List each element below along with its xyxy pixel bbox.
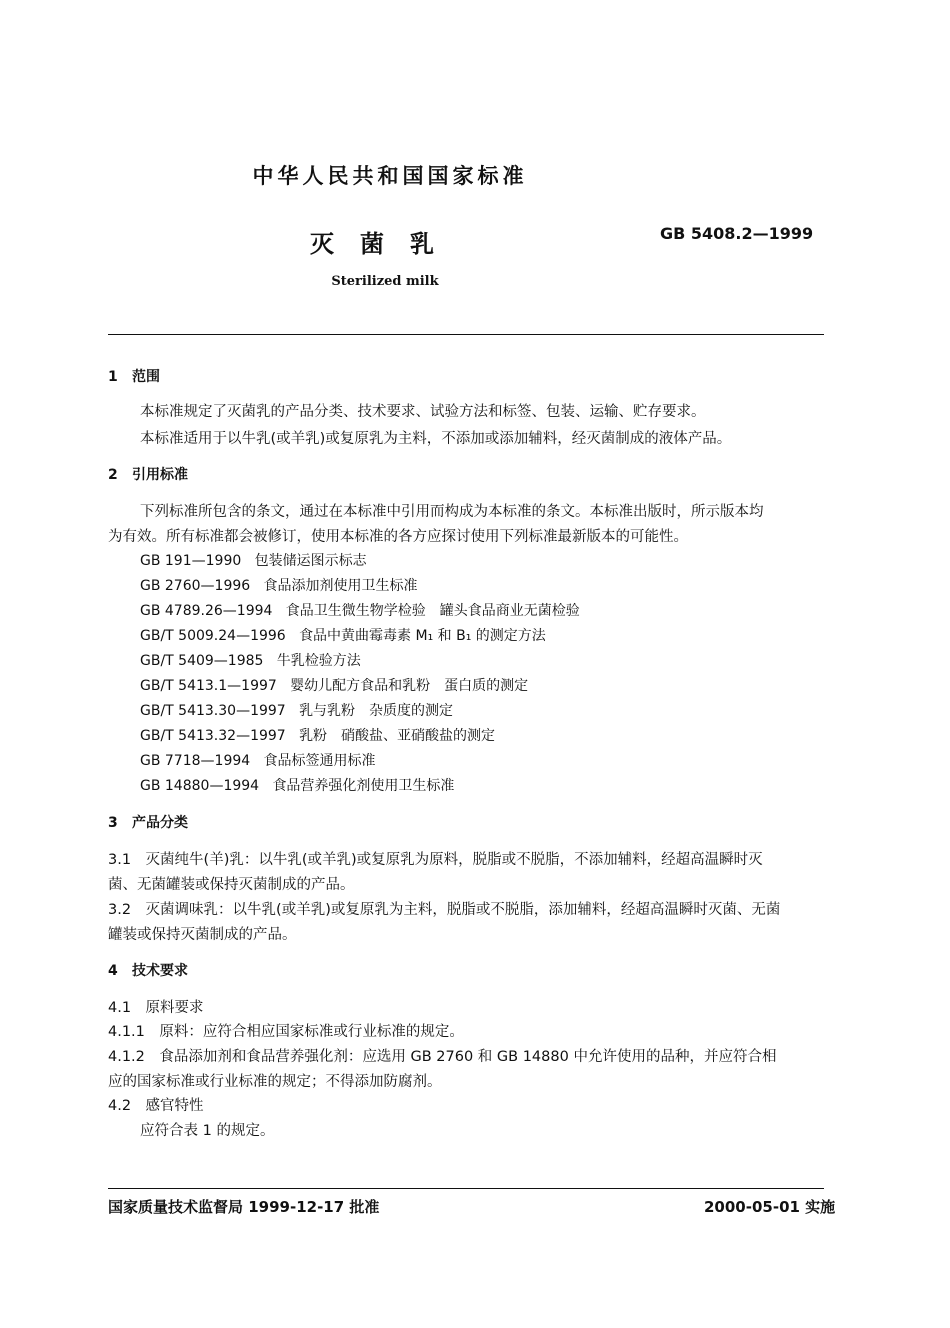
implementation-date: 2000-05-01 实施 bbox=[704, 1198, 836, 1216]
ref-name: 牛乳检验方法 bbox=[276, 653, 361, 669]
ref-code: GB/T 5413.30—1997 bbox=[140, 703, 286, 719]
ref-code: GB 14880—1994 bbox=[140, 778, 260, 794]
ref-name: 食品标签通用标准 bbox=[263, 753, 376, 769]
ref-name: 食品营养强化剂使用卫生标准 bbox=[272, 778, 455, 794]
paragraph: 3.2 灭菌调味乳：以牛乳(或羊乳)或复原乳为主料，脱脂或不脱脂，添加辅料，经超高温瞬时灭菌、无菌 bbox=[108, 902, 781, 918]
ref-code: GB 4789.26—1994 bbox=[140, 603, 273, 619]
ref-code: GB/T 5009.24—1996 bbox=[140, 628, 286, 644]
ref-name: 食品添加剂使用卫生标准 bbox=[263, 578, 418, 594]
paragraph: 4.1.2 食品添加剂和食品营养强化剂：应选用 GB 2760 和 GB 14880 中允许使用的品种，并应符合相 bbox=[108, 1049, 777, 1065]
paragraph: 应的国家标准或行业标准的规定；不得添加防腐剂。 bbox=[108, 1074, 442, 1090]
section-title: 技术要求 bbox=[132, 963, 188, 979]
reference-item bbox=[140, 700, 453, 720]
paragraph: 本标准适用于以牛乳(或羊乳)或复原乳为主料，不添加或添加辅料，经灭菌制成的液体产品。 bbox=[140, 431, 732, 447]
ref-name: 婴幼儿配方食品和乳粉 蛋白质的测定 bbox=[290, 678, 529, 694]
ref-code: GB 7718—1994 bbox=[140, 753, 251, 769]
ref-code: GB/T 5413.32—1997 bbox=[140, 728, 286, 744]
paragraph: 菌、无菌罐装或保持灭菌制成的产品。 bbox=[108, 877, 355, 893]
ref-code: GB/T 5413.1—1997 bbox=[140, 678, 277, 694]
ref-code: GB 2760—1996 bbox=[140, 578, 251, 594]
ref-name: 乳与乳粉 杂质度的测定 bbox=[299, 703, 454, 719]
country-standard-heading: 中华人民共和国国家标准 bbox=[252, 164, 528, 188]
section-1-heading bbox=[108, 366, 160, 386]
section-number: 2 bbox=[108, 467, 118, 483]
paragraph: 4.2 感官特性 bbox=[108, 1098, 204, 1114]
reference-item bbox=[140, 750, 376, 770]
paragraph: 罐装或保持灭菌制成的产品。 bbox=[108, 927, 297, 943]
section-number: 4 bbox=[108, 963, 118, 979]
reference-item bbox=[140, 600, 580, 620]
approval-note: 国家质量技术监督局 1999-12-17 批准 bbox=[108, 1198, 380, 1216]
header-divider bbox=[108, 334, 824, 335]
reference-item bbox=[140, 725, 495, 745]
paragraph: 4.1.1 原料：应符合相应国家标准或行业标准的规定。 bbox=[108, 1024, 464, 1040]
section-4-heading bbox=[108, 960, 188, 980]
paragraph: 3.1 灭菌纯牛(羊)乳：以牛乳(或羊乳)或复原乳为原料，脱脂或不脱脂，不添加辅料，经超高温瞬时灭 bbox=[108, 852, 763, 868]
paragraph: 本标准规定了灭菌乳的产品分类、技术要求、试验方法和标签、包装、运输、贮存要求。 bbox=[140, 404, 706, 420]
section-number: 3 bbox=[108, 815, 118, 831]
section-title: 引用标准 bbox=[132, 467, 188, 483]
ref-code: GB 191—1990 bbox=[140, 553, 242, 569]
section-3-heading bbox=[108, 812, 188, 832]
standard-code: GB 5408.2—1999 bbox=[660, 224, 814, 243]
document-title: 灭菌乳 bbox=[310, 230, 460, 258]
section-2-heading bbox=[108, 464, 188, 484]
section-title: 范围 bbox=[132, 369, 160, 385]
reference-item bbox=[140, 775, 454, 795]
reference-item bbox=[140, 675, 528, 695]
section-title: 产品分类 bbox=[132, 815, 188, 831]
paragraph: 为有效。所有标准都会被修订，使用本标准的各方应探讨使用下列标准最新版本的可能性。 bbox=[108, 529, 688, 545]
reference-item bbox=[140, 650, 361, 670]
section-number: 1 bbox=[108, 369, 118, 385]
reference-item bbox=[140, 575, 418, 595]
ref-name: 食品中黄曲霉毒素 M₁ 和 B₁ 的测定方法 bbox=[299, 628, 546, 644]
ref-name: 食品卫生微生物学检验 罐头食品商业无菌检验 bbox=[285, 603, 580, 619]
ref-name: 乳粉 硝酸盐、亚硝酸盐的测定 bbox=[299, 728, 496, 744]
paragraph: 应符合表 1 的规定。 bbox=[140, 1123, 275, 1139]
paragraph: 下列标准所包含的条文，通过在本标准中引用而构成为本标准的条文。本标准出版时，所示版本均 bbox=[140, 504, 764, 520]
ref-code: GB/T 5409—1985 bbox=[140, 653, 264, 669]
paragraph: 4.1 原料要求 bbox=[108, 1000, 204, 1016]
english-title: Sterilized milk bbox=[331, 274, 439, 289]
ref-name: 包装储运图示标志 bbox=[254, 553, 367, 569]
reference-item bbox=[140, 550, 367, 570]
reference-item bbox=[140, 625, 546, 645]
footer-divider bbox=[108, 1188, 824, 1189]
